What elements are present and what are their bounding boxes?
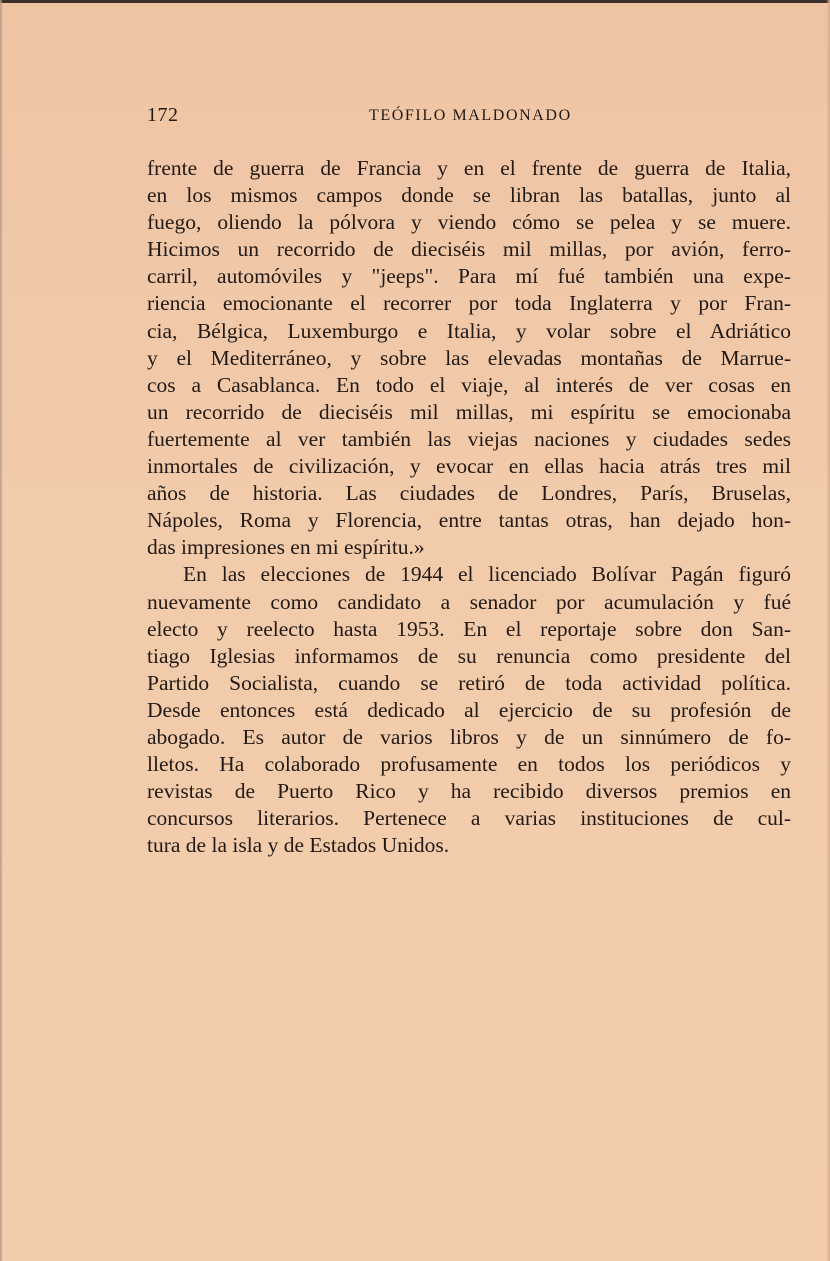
text-line: lletos. Ha colaborado profusamente en todos los periódicos y: [147, 752, 791, 777]
text-line: cos a Casablanca. En todo el viaje, al interés de ver cosas en: [147, 372, 791, 397]
text-line: abogado. Es autor de varios libros y de un sinnúmero de fo-: [147, 724, 791, 749]
text-line: Partido Socialista, cuando se retiró de toda actividad política.: [147, 670, 791, 695]
page-number: 172: [147, 104, 179, 126]
text-line: Hicimos un recorrido de dieciséis mil millas, por avión, ferro-: [147, 237, 791, 262]
text-line: inmortales de civilización, y evocar en ellas hacia atrás tres mil: [147, 454, 791, 479]
text-line: concursos literarios. Pertenece a varias instituciones de cul-: [147, 806, 791, 831]
text-line: en los mismos campos donde se libran las batallas, junto al: [147, 183, 791, 208]
scan-right-edge: [826, 0, 830, 1261]
text-line: frente de guerra de Francia y en el frente de guerra de Italia,: [147, 156, 791, 180]
text-line: Desde entonces está dedicado al ejercicio de su profesión de: [147, 697, 791, 722]
text-line: fuertemente al ver también las viejas naciones y ciudades sedes: [147, 426, 791, 451]
text-line: Nápoles, Roma y Florencia, entre tantas otras, han dejado hon-: [147, 508, 791, 533]
scan-left-edge: [0, 0, 3, 1261]
scan-top-edge: [0, 0, 830, 3]
text-line: y el Mediterráneo, y sobre las elevadas montañas de Marrue-: [147, 345, 791, 370]
text-line: años de historia. Las ciudades de Londres, París, Bruselas,: [147, 481, 791, 506]
body-text: [147, 155, 791, 859]
text-line: riencia emocionante el recorrer por toda Inglaterra y por Fran-: [147, 291, 791, 316]
text-line-paragraph-start: En las elecciones de 1944 el licenciado Bolívar Pagán figuró: [183, 562, 791, 587]
text-line-paragraph-end: das impresiones en mi espíritu.»: [147, 535, 425, 560]
text-line: carril, automóviles y "jeeps". Para mí fué también una expe-: [147, 264, 791, 289]
running-title: TEÓFILO MALDONADO: [369, 107, 572, 124]
text-line: un recorrido de dieciséis mil millas, mi espíritu se emocionaba: [147, 399, 791, 424]
text-line: tiago Iglesias informamos de su renuncia como presidente del: [147, 643, 791, 668]
text-line-paragraph-end: tura de la isla y de Estados Unidos.: [147, 833, 450, 858]
text-line: revistas de Puerto Rico y ha recibido diversos premios en: [147, 779, 791, 804]
running-head: [147, 104, 791, 130]
text-line: fuego, oliendo la pólvora y viendo cómo se pelea y se muere.: [147, 210, 791, 235]
text-line: nuevamente como candidato a senador por acumulación y fué: [147, 589, 791, 614]
text-line: electo y reelecto hasta 1953. En el reportaje sobre don San-: [147, 616, 791, 641]
text-line: cia, Bélgica, Luxemburgo e Italia, y volar sobre el Adriático: [147, 318, 791, 343]
